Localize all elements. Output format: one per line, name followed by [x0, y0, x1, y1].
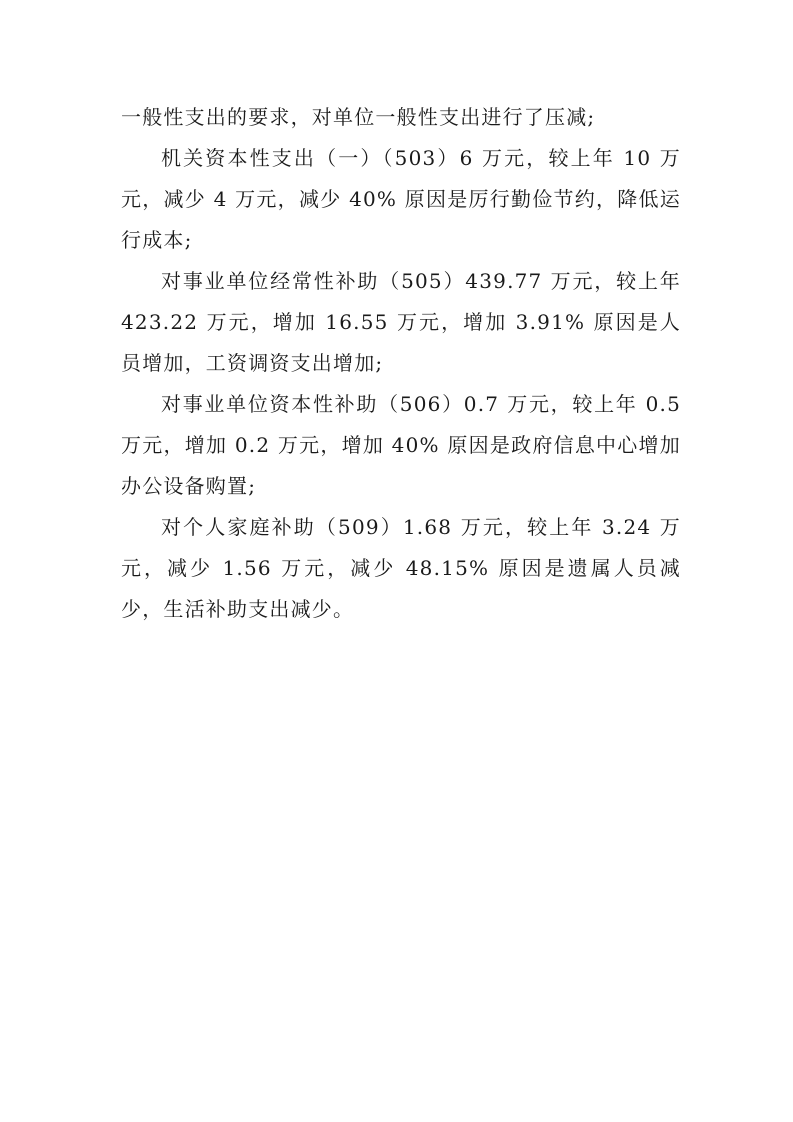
paragraph-509-household-subsidy: 对个人家庭补助（509）1.68 万元，较上年 3.24 万元，减少 1.56 万元，减少 48.15% 原因是遗属人员减少，生活补助支出减少。	[121, 515, 681, 621]
paragraph-506-capital-subsidy: 对事业单位资本性补助（506）0.7 万元，较上年 0.5 万元，增加 0.2 万元，增加 40% 原因是政府信息中心增加办公设备购置;	[121, 392, 681, 498]
paragraph-505-recurring-subsidy: 对事业单位经常性补助（505）439.77 万元，较上年 423.22 万元，增加 16.55 万元，增加 3.91% 原因是人员增加，工资调资支出增加;	[121, 269, 681, 375]
paragraph-continuation: 一般性支出的要求，对单位一般性支出进行了压减;	[121, 105, 596, 129]
paragraph-503-capital-expenditure: 机关资本性支出（一）（503）6 万元，较上年 10 万元，减少 4 万元，减少 40% 原因是厉行勤俭节约，降低运行成本;	[121, 146, 681, 252]
body-text	[121, 97, 681, 630]
